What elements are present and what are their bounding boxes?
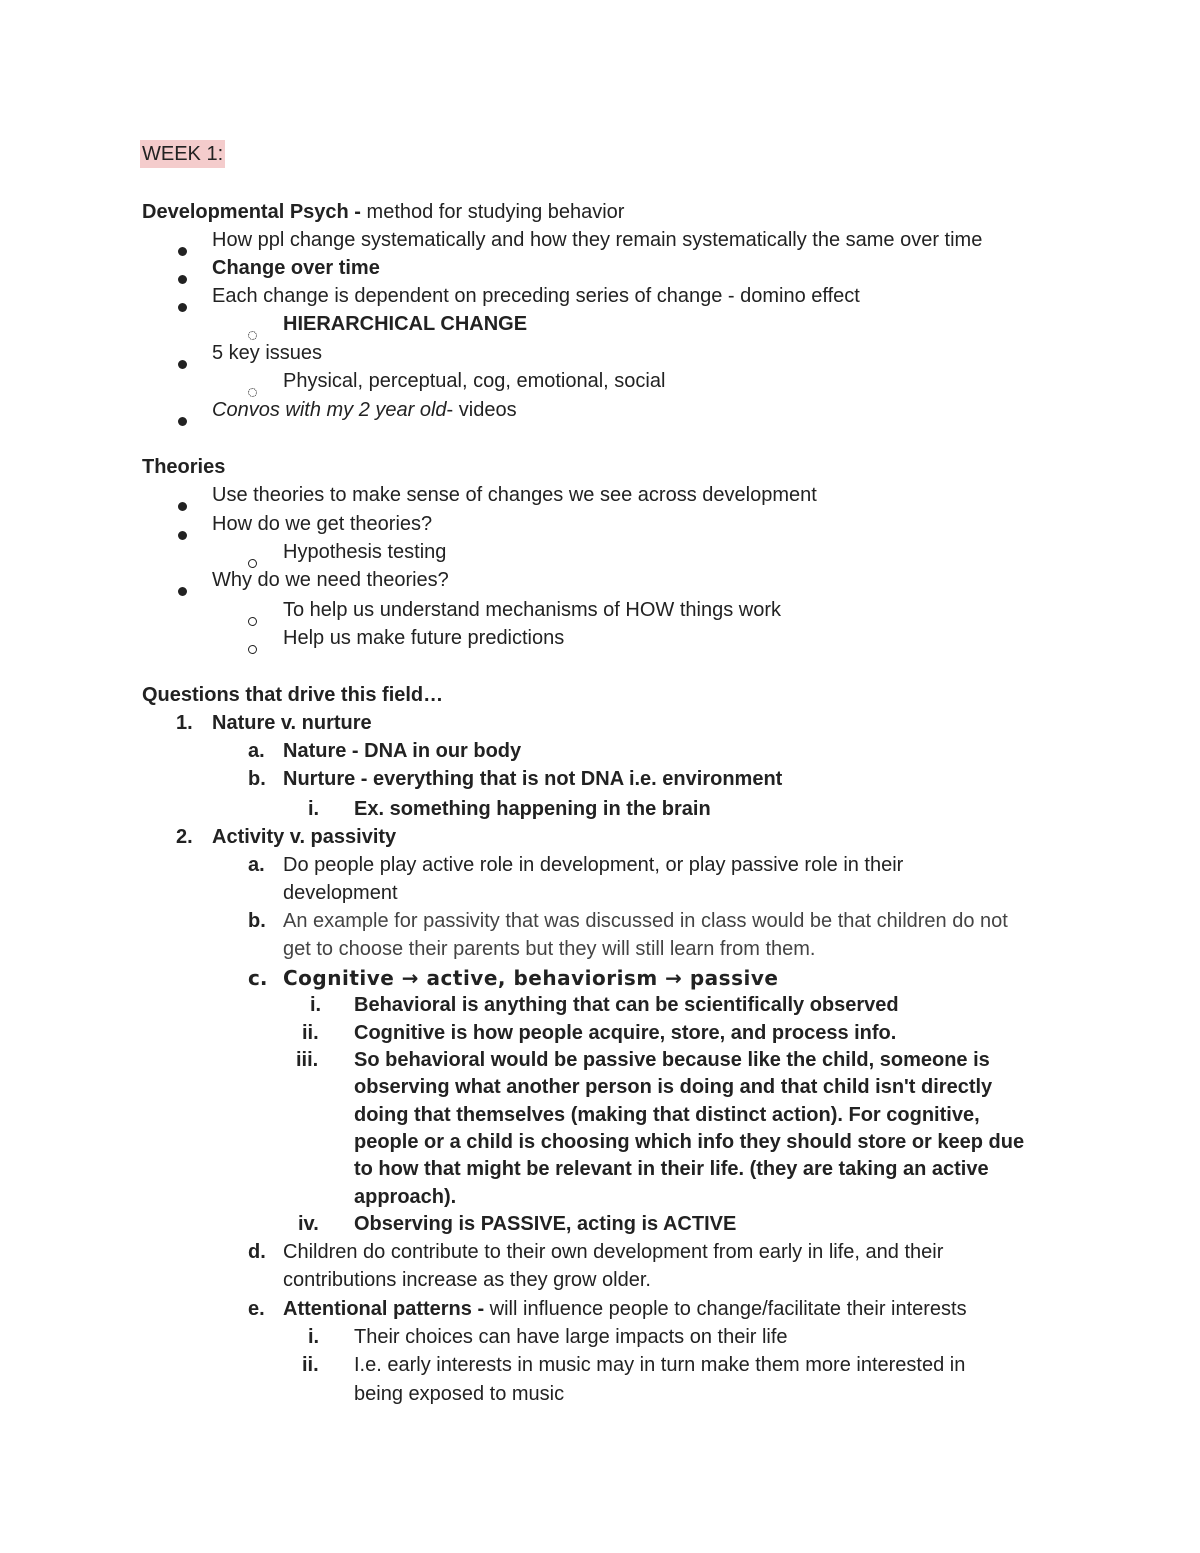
bullet-dot-icon <box>178 531 187 540</box>
list-item-text: Physical, perceptual, cog, emotional, social <box>283 370 666 392</box>
item-roman: ii. <box>302 1022 319 1044</box>
list-item-text: - videos <box>446 399 517 421</box>
list-item-text: How do we get theories? <box>212 513 433 535</box>
item-letter: b. <box>248 910 266 932</box>
item-text: will influence people to change/facilitate their interests <box>489 1298 967 1320</box>
list-item-text: Change over time <box>212 257 380 279</box>
item-text: being exposed to music <box>354 1383 565 1405</box>
item-text: Observing is PASSIVE, acting is ACTIVE <box>354 1213 737 1235</box>
item-text: doing that themselves (making that distinct action). For cognitive, <box>354 1104 980 1126</box>
list-item-text-italic: Convos with my 2 year old <box>212 399 447 421</box>
bullet-circle-icon <box>248 645 257 654</box>
item-number: 1. <box>176 712 193 734</box>
section-title-bold: Developmental Psych - <box>142 201 367 223</box>
bullet-circle-icon <box>248 617 257 626</box>
item-text: Cognitive is how people acquire, store, and process info. <box>354 1022 897 1044</box>
item-text: to how that might be relevant in their life. (they are taking an active <box>354 1158 989 1180</box>
item-letter: b. <box>248 768 266 790</box>
list-item-text: Help us make future predictions <box>283 627 565 649</box>
item-roman: i. <box>310 994 322 1016</box>
item-text: Cognitive → active, behaviorism → passive <box>283 966 779 990</box>
bullet-dot-icon <box>178 587 187 596</box>
item-text: contributions increase as they grow older. <box>283 1269 651 1291</box>
list-item-text: Use theories to make sense of changes we see across development <box>212 484 817 506</box>
item-text: Ex. something happening in the brain <box>354 798 711 820</box>
item-text: development <box>283 882 398 904</box>
item-letter: c. <box>248 966 268 990</box>
item-letter: e. <box>248 1298 265 1320</box>
list-item-text: Hypothesis testing <box>283 541 447 563</box>
list-item-text: How ppl change systematically and how they remain systematically the same over time <box>212 229 983 251</box>
item-text: So behavioral would be passive because like the child, someone is <box>354 1049 990 1071</box>
bullet-dot-icon <box>178 303 187 312</box>
item-text: Nature - DNA in our body <box>283 740 522 762</box>
bullet-dot-icon <box>178 275 187 284</box>
item-letter: d. <box>248 1241 266 1263</box>
item-text: Activity v. passivity <box>212 826 397 848</box>
item-text: observing what another person is doing and that child isn't directly <box>354 1076 993 1098</box>
section-title: Theories <box>142 456 226 478</box>
item-text: people or a child is choosing which info they should store or keep due <box>354 1131 1025 1153</box>
week-heading: WEEK 1: <box>140 140 225 168</box>
list-item-text: HIERARCHICAL CHANGE <box>283 313 528 335</box>
list-item-text: 5 key issues <box>212 342 323 364</box>
item-letter: a. <box>248 854 265 876</box>
bullet-dot-icon <box>178 417 187 426</box>
item-text: Nurture - everything that is not DNA i.e. environment <box>283 768 783 790</box>
item-text: Their choices can have large impacts on their life <box>354 1326 788 1348</box>
item-number: 2. <box>176 826 193 848</box>
section-title: Questions that drive this field… <box>142 684 444 706</box>
item-roman: i. <box>308 798 320 820</box>
item-text: approach). <box>354 1186 457 1208</box>
item-text-bold: Attentional patterns - <box>283 1298 490 1320</box>
list-item-text: To help us understand mechanisms of HOW things work <box>283 599 781 621</box>
item-text: Do people play active role in development, or play passive role in their <box>283 854 904 876</box>
section-title-rest: method for studying behavior <box>366 201 625 223</box>
item-text: I.e. early interests in music may in turn make them more interested in <box>354 1354 966 1376</box>
item-roman: i. <box>308 1326 320 1348</box>
item-roman: ii. <box>302 1354 319 1376</box>
item-letter: a. <box>248 740 265 762</box>
item-roman: iii. <box>296 1049 319 1071</box>
bullet-dot-icon <box>178 247 187 256</box>
item-text: An example for passivity that was discussed in class would be that children do not <box>283 910 1008 932</box>
item-text: Nature v. nurture <box>212 712 372 734</box>
item-text: Children do contribute to their own development from early in life, and their <box>283 1241 944 1263</box>
bullet-dot-icon <box>178 360 187 369</box>
list-item-text: Why do we need theories? <box>212 569 449 591</box>
item-text: Behavioral is anything that can be scientifically observed <box>354 994 899 1016</box>
item-text: get to choose their parents but they will still learn from them. <box>283 938 816 960</box>
bullet-dot-icon <box>178 502 187 511</box>
item-roman: iv. <box>298 1213 319 1235</box>
list-item-text: Each change is dependent on preceding series of change - domino effect <box>212 285 860 307</box>
